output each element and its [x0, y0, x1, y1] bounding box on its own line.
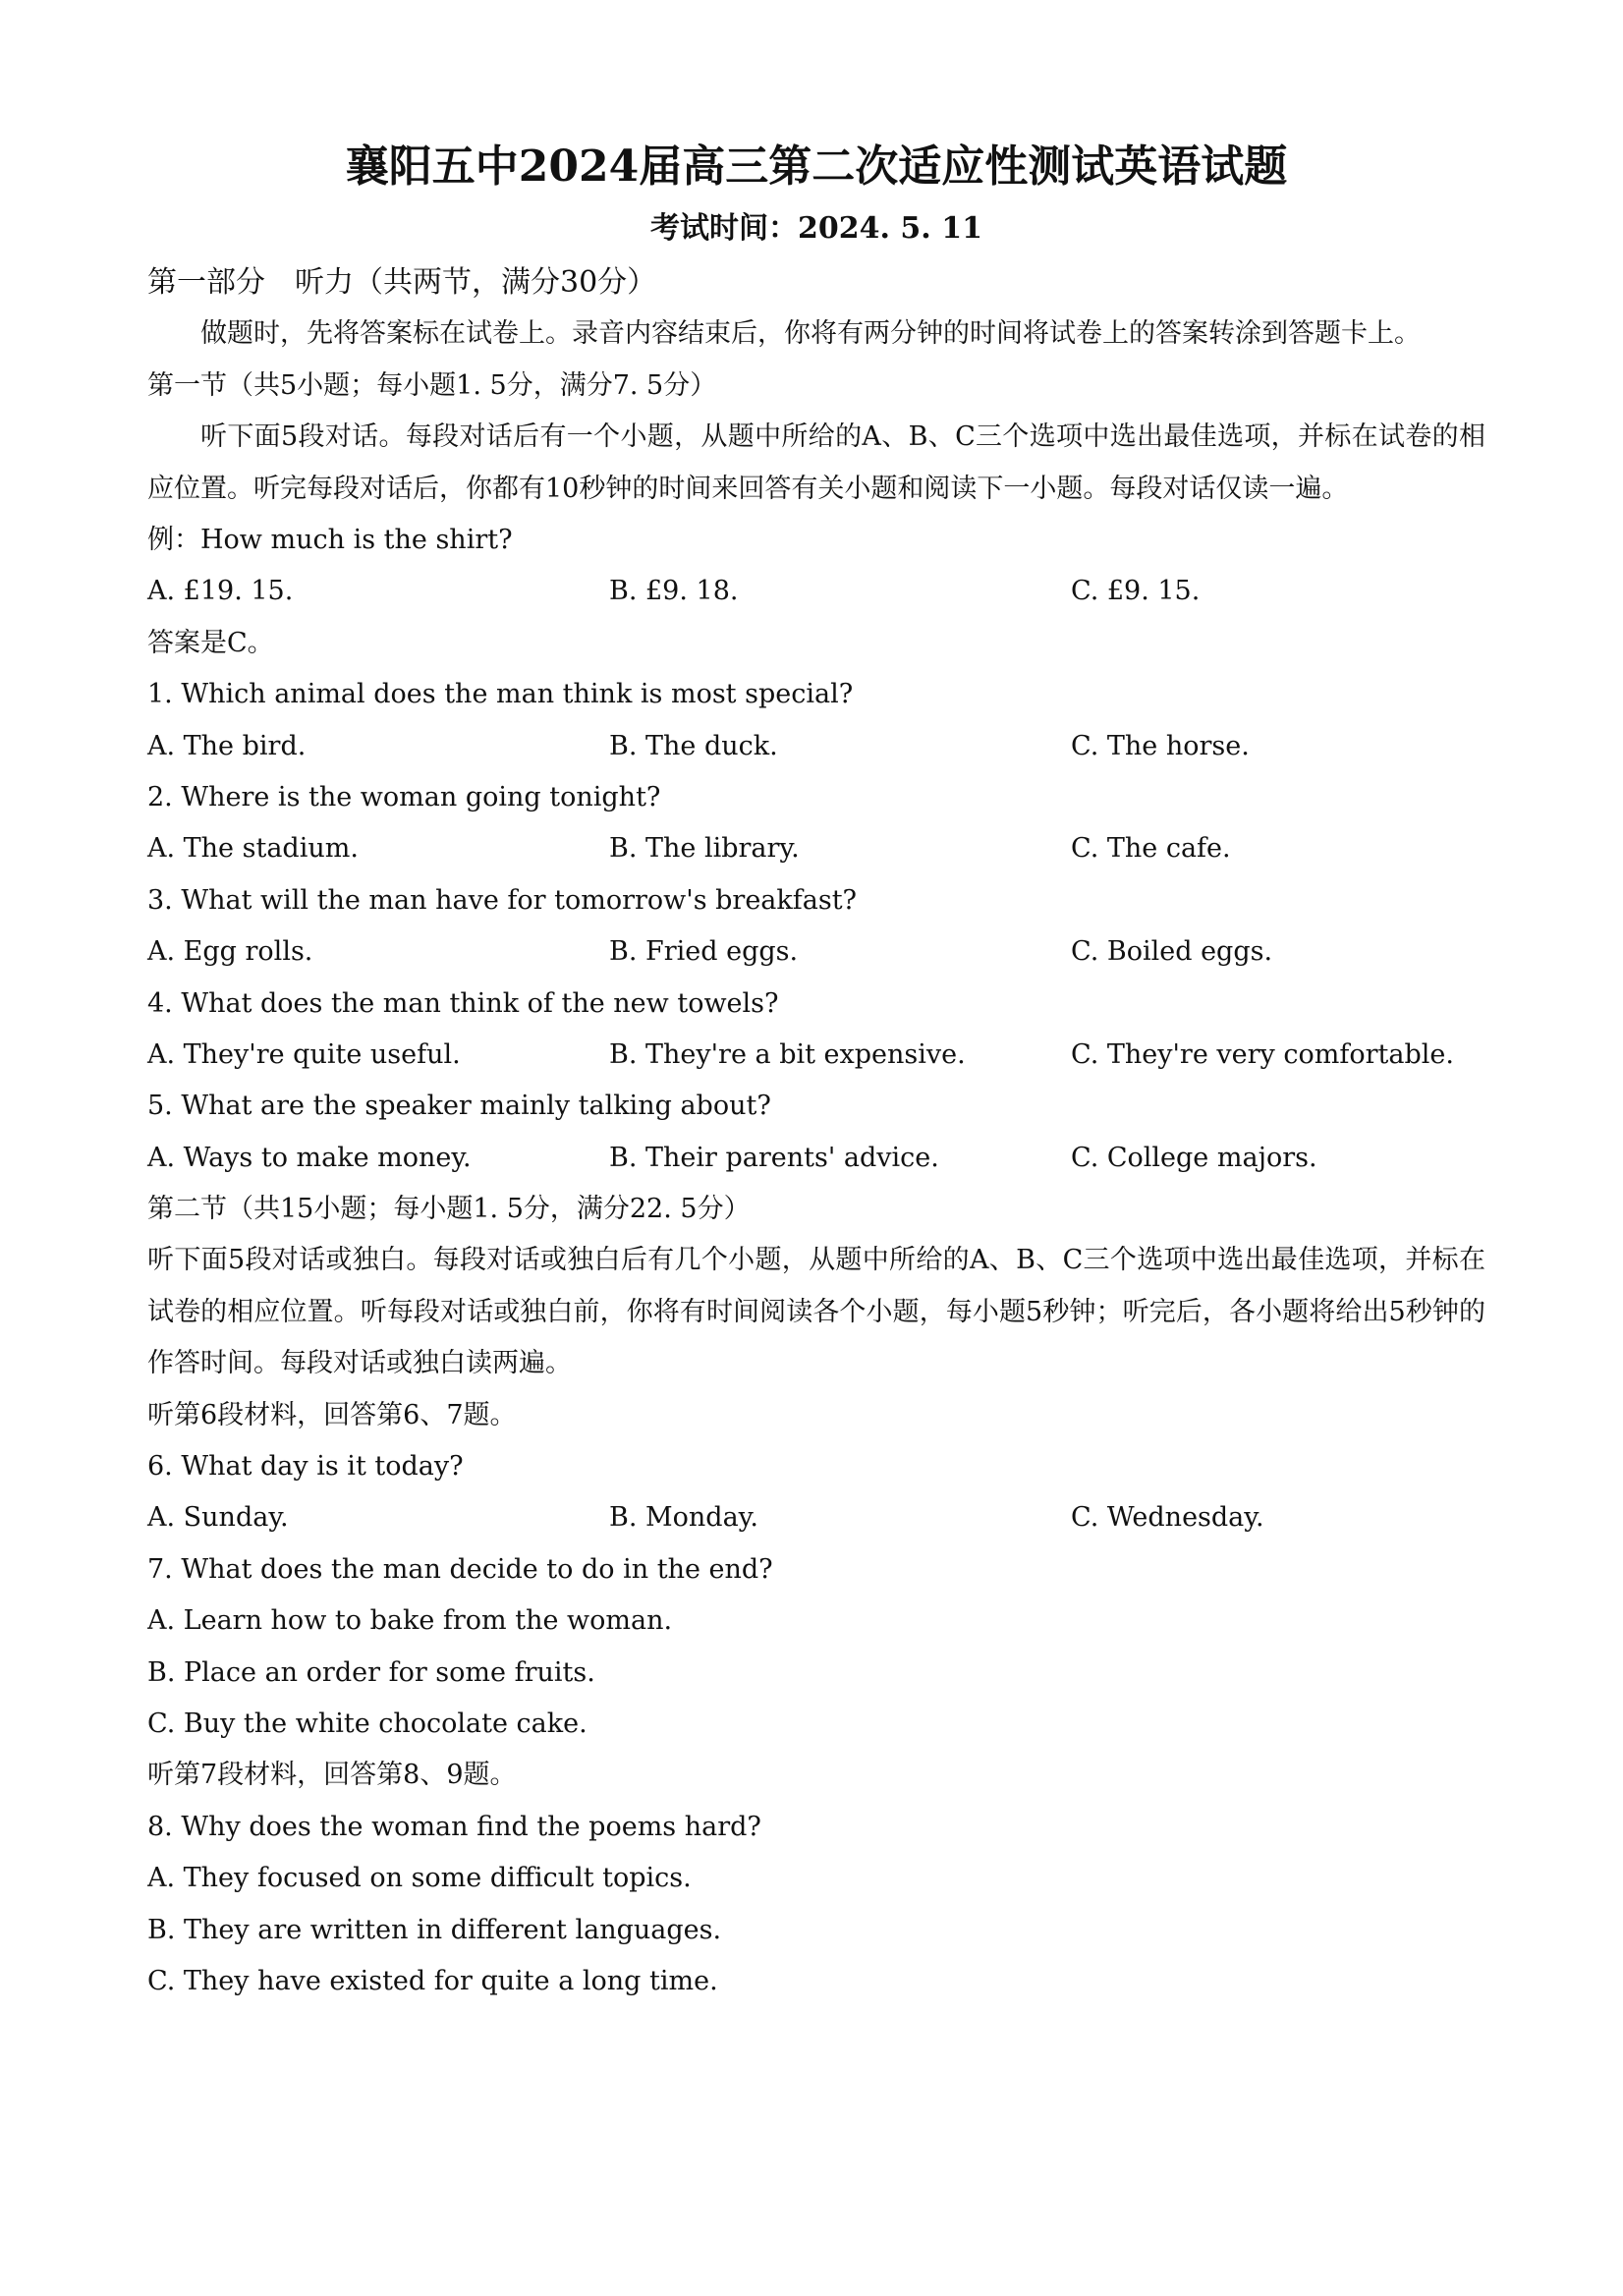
option-c: C. College majors. [1071, 1142, 1317, 1173]
question-8-option-b: B. They are written in different languages. [147, 1914, 722, 1945]
option-b: B. The library. [609, 833, 800, 865]
question-8-option-a: A. They focused on some difficult topics. [147, 1863, 692, 1894]
option-b: B. Monday. [609, 1502, 758, 1534]
question-7-option-c: C. Buy the white chocolate cake. [147, 1708, 588, 1740]
question-7: 7. What does the man decide to do in the end? [147, 1553, 773, 1585]
option-b: B. £9. 18. [609, 576, 739, 607]
material-6-heading: 听第6段材料，回答第6、7题。 [147, 1399, 517, 1430]
option-a: A. £19. 15. [147, 576, 294, 607]
section1-instructions: 听下面5段对话。每段对话后有一个小题，从题中所给的A、B、C三个选项中选出最佳选项，并标在试卷的相应位置。听完每段对话后，你都有10秒钟的时间来回答有关小题和阅读下一小题。每段对话仅读一遍。 [147, 421, 1485, 504]
example-answer: 答案是C。 [147, 627, 274, 658]
option-b: B. Fried eggs. [609, 936, 799, 968]
question-1-options [147, 721, 1485, 772]
question-2: 2. Where is the woman going tonight? [147, 781, 661, 812]
option-c: C. £9. 15. [1071, 576, 1201, 607]
option-c: C. The cafe. [1071, 833, 1231, 865]
question-4: 4. What does the man think of the new towels? [147, 987, 779, 1019]
option-c: C. The horse. [1071, 730, 1250, 761]
section1-heading: 第一节（共5小题；每小题1. 5分，满分7. 5分） [147, 369, 717, 401]
option-c: C. Boiled eggs. [1071, 936, 1273, 968]
question-7-option-b: B. Place an order for some fruits. [147, 1656, 595, 1688]
exam-time: 考试时间：2024. 5. 11 [650, 211, 982, 246]
option-a: A. Egg rolls. [147, 936, 313, 968]
option-c: C. They're very comfortable. [1071, 1038, 1454, 1070]
example-options [147, 566, 1485, 617]
option-a: A. The stadium. [147, 833, 359, 865]
section2-heading: 第二节（共15小题；每小题1. 5分，满分22. 5分） [147, 1194, 751, 1225]
option-b: B. The duck. [609, 730, 778, 761]
question-2-options [147, 823, 1485, 874]
option-b: B. They're a bit expensive. [609, 1038, 966, 1070]
question-4-options [147, 1030, 1485, 1081]
question-3: 3. What will the man have for tomorrow's breakfast? [147, 884, 858, 916]
question-5: 5. What are the speaker mainly talking about? [147, 1091, 771, 1122]
option-b: B. Their parents' advice. [609, 1142, 939, 1173]
example-question: 例：How much is the shirt? [147, 525, 513, 555]
option-a: A. They're quite useful. [147, 1038, 461, 1070]
question-6: 6. What day is it today? [147, 1451, 464, 1483]
part1-instructions: 做题时，先将答案标在试卷上。录音内容结束后，你将有两分钟的时间将试卷上的答案转涂到答题卡上。 [200, 318, 1421, 350]
section2-instructions: 听下面5段对话或独白。每段对话或独白后有几个小题，从题中所给的A、B、C三个选项中选出最佳选项，并标在试卷的相应位置。听每段对话或独白前，你将有时间阅读各个小题，每小题5秒钟；听完后，各小题将给出5秒钟的作答时间。每段对话或独白读两遍。 [147, 1245, 1485, 1379]
material-7-heading: 听第7段材料，回答第8、9题。 [147, 1760, 517, 1791]
question-8-option-c: C. They have existed for quite a long time. [147, 1965, 718, 1996]
question-1: 1. Which animal does the man think is most special? [147, 679, 854, 710]
question-3-options [147, 926, 1485, 978]
option-a: A. Sunday. [147, 1502, 289, 1534]
option-c: C. Wednesday. [1071, 1502, 1264, 1534]
part1-heading: 第一部分 听力（共两节，满分30分） [147, 265, 657, 300]
option-a: A. Ways to make money. [147, 1142, 472, 1173]
option-a: A. The bird. [147, 730, 307, 761]
exam-title: 襄阳五中2024届高三第二次适应性测试英语试题 [345, 141, 1288, 192]
question-6-options [147, 1492, 1485, 1543]
question-5-options [147, 1133, 1485, 1184]
question-8: 8. Why does the woman find the poems hard? [147, 1811, 761, 1842]
question-7-option-a: A. Learn how to bake from the woman. [147, 1605, 673, 1637]
